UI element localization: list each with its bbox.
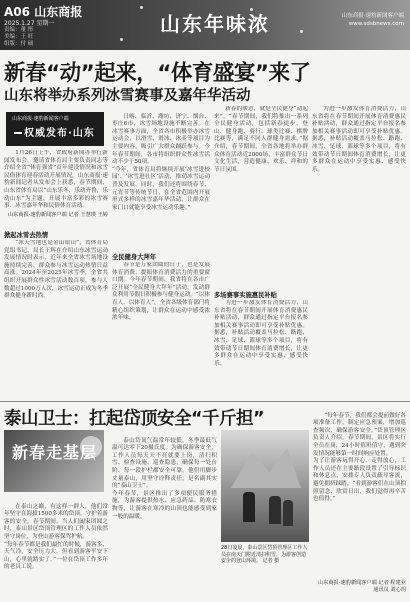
article1-col2-body2: 春节是万家团圆的日子，也是发展体育消费、提振体育消费活力的重要窗口期。今年春节期间，我省将在各市广泛开展“全民健身大拜年”活动，发动群众利用节假日积极参与健身运动。“以体育人，以体育人”，全省各级体育部门将精心组织策划，让群众在运动中感受浓浓年味。 (112, 262, 210, 322)
page-code: A06 山东商报 (4, 5, 83, 19)
badge-main: 权威发布·山东 (24, 128, 95, 139)
worker-figure (243, 492, 255, 522)
article1-headline: 新春“动”起来，“体育盛宴”来了 (4, 61, 311, 86)
article1-col1-lead: 1月26日上午，省政府新闻办举行新闻发布会，邀请省体育局主要负责同志等介绍全省“体育强省”首年建设情况和冰雪民俗体育迎春活动开展情况。山东商报·速豹新闻记者从发布会上获悉，春节期间，山东省体育局以“山东乐冬，乐动齐鲁，乐动山东”为主题，开展丰富多彩的冰雪赛事、冰雪嘉年华和民俗体育活动。 (4, 150, 108, 210)
article1-subhead: 山东将举办系列冰雪赛事及嘉年华活动 (4, 88, 251, 104)
new-spring-banner (4, 430, 104, 492)
article1-section-heading: 全民健身大拜年 (112, 254, 157, 261)
article1-section-heading: 掀起冰雪去热情 (4, 232, 49, 239)
article1-col3-body2: 为进一步激发体育消费活力，山东省将在春节期间开展体育消费惠民补贴活动，群众通过指定平台报名参加相关赛事活动即可享受补贴优惠。据悉，补贴活动覆盖马拉松、路跑、冰雪、足球、篮球等多个项目，将有效带动节日期间体育消费增长，让更多群众在运动中享受实惠、感受快乐。 (214, 300, 308, 367)
section-title: 山东年味浓 (160, 12, 270, 36)
article1-col4-body: 为进一步激发体育消费活力，山东省将在春节期间开展体育消费惠民补贴活动，群众通过指定平台报名参加相关赛事活动即可享受补贴优惠。据悉，补贴活动覆盖马拉松、路跑、冰雪、足球、篮球等多个项目，将有效带动节日期间体育消费增长，让更多群众在运动中享受实惠、感受快乐。 (312, 106, 406, 173)
badge-dash (14, 132, 22, 134)
mountain-snow-photo (221, 430, 309, 542)
section-divider (0, 401, 410, 402)
article1-section-heading: 多场赛事实施惠民补贴 (214, 292, 277, 299)
article2-col3-body: “每年春节，我们都会提前做好各项准备工作，制定应急预案，增加巡查频次，确保游客安全。”岱顶管理区负责人介绍，春节期间，景区将实行全员在岗，24小时值班值守，遇到突发情况能够第一时间响应处置。 为了让游客玩得开心、走得放心，工作人员还在主要路段设置了引导标识和休息点，安排专人负责疏导客流，避免拥挤踩踏。“看到游客们在山顶拍照留念、欣赏日出，我们觉得再辛苦也值得。” (313, 412, 406, 503)
article2-byline: 山东商报·速豹新闻客户端 记者 程建业 通讯员 刘心玥 (318, 580, 406, 593)
article2-col1-body: 在泰山之巅，有这样一群人，他们常年坚守在海拔1500多米的岱顶，守护着游客的安全。春节期间，当人们阖家团圆之时，泰山景区岱顶管理区的工作人员依然坚守岗位，为登山游客保驾护航。 “每年春节都是我们最忙的时候，游客多、天气冷，安全压力大，但看到游客平安下山，心里就踏实了。”一位在岱顶工作多年的老员工说。 (4, 503, 108, 571)
article2-headline: 泰山卫士：扛起岱顶安全“千斤担” (4, 409, 265, 429)
banner-text: 新春走基层 (12, 443, 98, 462)
snowflake-decoration (140, 6, 143, 9)
article1-col3-body: 新春的暖意，就是全民健身“动起来”。“春节期间，我们将推出一系列全民健身活动，包括新春徒步、登山、健身跑、骑行、球类比赛、棋牌比赛等，满足不同人群健身需求。”据介绍，春节期间，全省各地将举办群众体育活动近2000场，丰富群众节日文化生活，营造健康、欢乐、祥和的节日氛围。 (214, 106, 308, 173)
authority-release-badge (6, 112, 104, 146)
issue-date: 2025.1.27 星期一 (4, 20, 55, 27)
worker-figure (283, 500, 293, 526)
worker-figure (269, 496, 281, 524)
photo-caption: 28日凌晨，泰山景区岱顶管理区工作人员在南天门附近清扫积雪，为游客创造安全的登山环境。 记者 摄 (221, 545, 308, 564)
article1-byline: 山东商报·速豹新闻客户端 记者 王慧瑛 王婷 (8, 212, 108, 218)
mountain-shape (231, 448, 301, 488)
website-note: 山东商报·速豹新闻客户端 www.sdsbnews.com (341, 13, 404, 27)
article2-col2-body: 泰山岱顶气温常年较低，冬季最低气温可达零下20摄氏度。为确保游客安全，工作人员每天天不亮就要上岗，清扫积雪、检查设施、巡查隐患，确保每一处台阶、每一段护栏都安全可靠。他们用脚步丈量泰山，用坚守诠释责任，是名副其实的“泰山卫士”。 今年春节，景区推出了多项便民服务措施，为游客提供热水、应急药品、防寒衣物等，让游客在寒冷的山顶也能感受到家一般的温暖。 (112, 437, 217, 520)
editor-credits: 责编：董 彤 美编：王 旺 组版：付 硕 (4, 27, 34, 47)
article1-col1-body: “冰天雪地也是金山银山”，省体育局党组书记、局长王辉在介绍山东冰雪运动发展情况时表示，近年来全省冰雪场地设施持续完善，群众参与冰雪运动热情日益高涨。2024年至2025年冰雪季，全省共组织开展群众性冰雪活动数百项，参与人数超过1000万人次，冰雪运动正成为冬季群众健身新时尚。 (4, 240, 108, 300)
masthead-banner (0, 0, 410, 50)
snowflake-decoration (300, 30, 303, 33)
badge-source: 山东商报·速豹新闻客户端 (12, 116, 69, 122)
article1-col2-body: 日喀、临沂、潍坊、济宁、烟台、枣庄6市，冰雪场地设施不断完善。在冰雪赛事方面，全省各市积极举办冰雪运动会，以滑雪、滑冰、冰壶等项目为主要内容，吸引广大群众踊跃参与。今年春节期间，各市将组织群众性冰雪活动不少于50项。 “今年，省体育局将继续开展‘冰雪进校园’、‘冰雪进社区’活动，推动冰雪运动普及发展。同时，我们还将围绕春节、元宵节等传统节日，在全省范围内开展形式多样的冰雪嘉年华活动，让群众在家门口就能享受冰雪运动乐趣。” (112, 113, 210, 211)
